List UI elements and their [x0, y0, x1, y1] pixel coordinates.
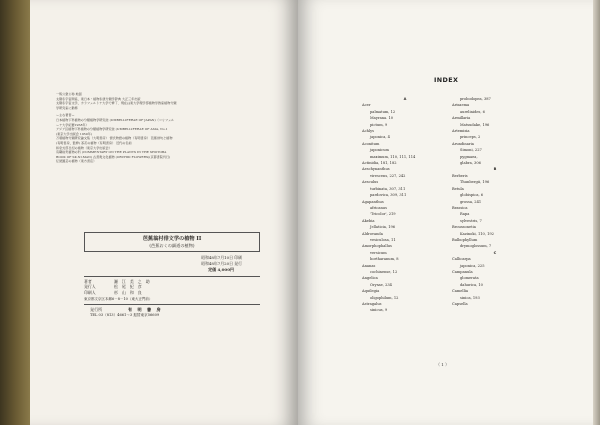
- index-subentry: pictum, 9: [370, 122, 388, 127]
- credit-line: 伝統園芸の植物（東方書店）: [56, 159, 97, 164]
- index-subentry: glomerata: [460, 276, 479, 281]
- index-entry: Ananas: [362, 263, 376, 268]
- index-subentry: pardovica, 309, 311: [370, 193, 407, 198]
- book-cover-edge: [0, 0, 30, 425]
- credit-line: アジア区植物下科植物の分類植物学研究誌 (UMBELLIFERAE OF ASIA, No.1: [56, 127, 168, 132]
- index-entry: Brassica: [452, 205, 468, 210]
- index-subentry: Jellaticia, 196: [370, 225, 396, 230]
- index-entry: Achlys: [362, 129, 374, 134]
- index-entry: Armillaria: [452, 116, 471, 121]
- index-entry: Callicarpa: [452, 257, 471, 262]
- index-subentry: sinicus, 9: [370, 308, 388, 313]
- credit-line: ーナ大学紀要1958年）: [56, 122, 89, 127]
- index-entry: Campanula: [452, 269, 473, 274]
- index-entry: Aldrovanda: [362, 231, 383, 236]
- index-entry: Betula: [452, 186, 464, 191]
- index-subentry: princeps, 2: [460, 135, 481, 140]
- index-entry: Aeschynanthus: [362, 167, 390, 172]
- divider: [84, 276, 260, 277]
- index-entry: Broussonetia: [452, 225, 476, 230]
- index-entry: Aconitum: [362, 141, 380, 146]
- index-subentry: japonica, 4: [370, 135, 390, 140]
- credit-line: 和泉式部日記の植物（東京大学出版会）: [56, 145, 112, 150]
- index-entry: Artemisia: [452, 129, 470, 134]
- index-entry: Camellia: [452, 289, 469, 294]
- index-entry: Aquilegia: [362, 289, 380, 294]
- index-letter-heading: C: [493, 250, 497, 255]
- index-subentry: virescens, 227, 242: [370, 173, 406, 178]
- index-subentry: japonicum: [370, 148, 389, 153]
- index-subentry: aurelinides, 6: [460, 109, 485, 114]
- index-subentry: sinica, 193: [460, 295, 480, 300]
- index-subentry: maximum, 110, 111, 114: [370, 154, 416, 159]
- index-subentry: dahurica, 10: [460, 282, 483, 287]
- index-subentry: versicum: [370, 250, 387, 255]
- index-subentry: Rapa: [460, 212, 470, 217]
- colophon-title-box: [84, 232, 260, 252]
- role-name: 松 尾 紀 彦: [114, 284, 144, 289]
- index-letter-heading: B: [493, 167, 497, 172]
- credit-line: 太陽系宇宙関係，東日本・植物系統分類学辞典 大正三年出版: [56, 96, 141, 101]
- role-row: [84, 290, 260, 296]
- index-subentry: vesiculosa, 11: [370, 237, 396, 242]
- credit-line: 学研究室に勤務: [56, 105, 78, 110]
- index-subentry: turbinata, 307, 311: [370, 186, 406, 191]
- credit-line: ー主な著書ー: [56, 113, 75, 118]
- index-entry: Arisaema: [452, 103, 470, 108]
- credit-line: BOOK OF SK.NI.MAN) 古書奥文化植物 (ORCHID FLOWERS)(京都書院刊行): [56, 154, 171, 159]
- index-entry: Capsella: [452, 302, 468, 306]
- credit-line: (東京大学出版会 1959年): [56, 131, 93, 136]
- author-credits: [56, 92, 286, 164]
- colophon: [84, 232, 260, 318]
- left-page: [30, 0, 298, 425]
- book-subtitle: (芭蕉おくの細道の植物): [149, 243, 195, 248]
- role-name: 瀬 江 美 之 助: [114, 278, 151, 284]
- index-entry: Actinidia, 181, 182: [362, 161, 397, 166]
- index-subentry: pygmaea,: [460, 154, 478, 159]
- index-subentry: japonica, 225: [460, 263, 485, 268]
- index-entry: Astragalus: [362, 302, 382, 306]
- index-subentry: africanus: [370, 205, 387, 210]
- index-subentry: Simoni, 227: [460, 148, 482, 153]
- role-label: 著者: [84, 278, 92, 284]
- role-name: 杉 山 和 良: [114, 289, 144, 295]
- index-subentry: Kazinoki, 110, 192: [460, 231, 494, 236]
- credit-line: 一般公衆公称 地図: [56, 92, 82, 96]
- publisher-phone: TEL 03（813）4661～3 振替東京56609: [90, 313, 160, 317]
- index-column-2: [452, 96, 538, 307]
- index-subentry: drymoglossum, 7: [460, 244, 492, 249]
- credit-line: 日本植物下科植物の分類植物学研究誌 (UMBELLIFERAE OF JAPAN)（コリフェル: [56, 117, 175, 122]
- index-entry: Agapanthus: [362, 199, 384, 204]
- index-letter-heading: A: [403, 97, 407, 101]
- index-subentry: 'Tricolor', 219: [370, 212, 396, 217]
- role-label: 印刷人: [84, 289, 96, 295]
- credit-line: 有職故実植物の科 (COMMENTARY ON THE PLANTS IN THE SHOTOBA: [56, 150, 167, 155]
- issue-date: 昭和48年7月20日 発行: [201, 261, 242, 266]
- price: 定価 4,000円: [208, 267, 234, 272]
- index-entry: Berberis: [452, 173, 468, 178]
- credit-line: 万葉植物分類研究論文集（大明書房） 源氏物語の植物（有明書房） 芭蕉俳句と植物: [56, 136, 173, 141]
- index-subentry: probodopea, 387: [460, 97, 491, 101]
- role-label: 発行人: [84, 284, 96, 289]
- publisher-name: 有 明 書 房: [128, 307, 163, 312]
- index-subentry: glabra, 306: [460, 161, 481, 166]
- index-subentry: sylvestris, 7: [460, 218, 482, 223]
- index-entry: Akebia: [362, 218, 375, 223]
- publisher-label: 発行所: [90, 307, 103, 312]
- index-subentry: oligophilum, 12: [370, 295, 399, 300]
- publisher-address: 東京都文京区本郷6－8－10（東大正門前）: [84, 297, 153, 301]
- print-date: 昭和48年7月10日 印刷: [201, 255, 242, 260]
- page-stack-edge: [593, 0, 600, 425]
- credit-line: 太陽系宇宙文学，カラフェルトナ大学で修了．現在は東大学理学部植物学教室植物分類: [56, 101, 177, 106]
- index-subentry: cochinense, 12: [370, 269, 398, 274]
- index-subentry: globispica, 6: [460, 193, 484, 198]
- index-subentry: Thunbergii, 196: [460, 180, 490, 185]
- page-number: （ 1 ）: [436, 362, 450, 367]
- index-entry: Amorphophallus: [362, 244, 392, 249]
- credit-line: (有明書房，監修) 茶花の植物（有明書房） 近代の名前: [56, 140, 132, 145]
- index-subentry: palmatum, 12: [370, 109, 396, 114]
- index-entry: Aesculus: [362, 180, 379, 185]
- index-entry: Bulbophyllum: [452, 237, 478, 242]
- index-subentry: grossa, 241: [460, 199, 482, 204]
- index-entry: Angelica: [362, 276, 378, 281]
- index-column-1: [362, 96, 448, 314]
- index-subentry: Mayrana. 10: [370, 116, 394, 121]
- book-title: 芭蕉翁村俳文学の植物 II: [142, 236, 202, 242]
- index-subentry: Matsudake, 196: [460, 122, 490, 127]
- divider: [84, 304, 260, 305]
- index-subentry: Orysae, 234: [370, 282, 392, 287]
- index-entry: Acer: [362, 103, 371, 108]
- index-subentry: hortharanum, 8: [370, 257, 399, 262]
- index-entry: Arundinaria: [452, 141, 474, 146]
- index-title: INDEX: [434, 76, 459, 84]
